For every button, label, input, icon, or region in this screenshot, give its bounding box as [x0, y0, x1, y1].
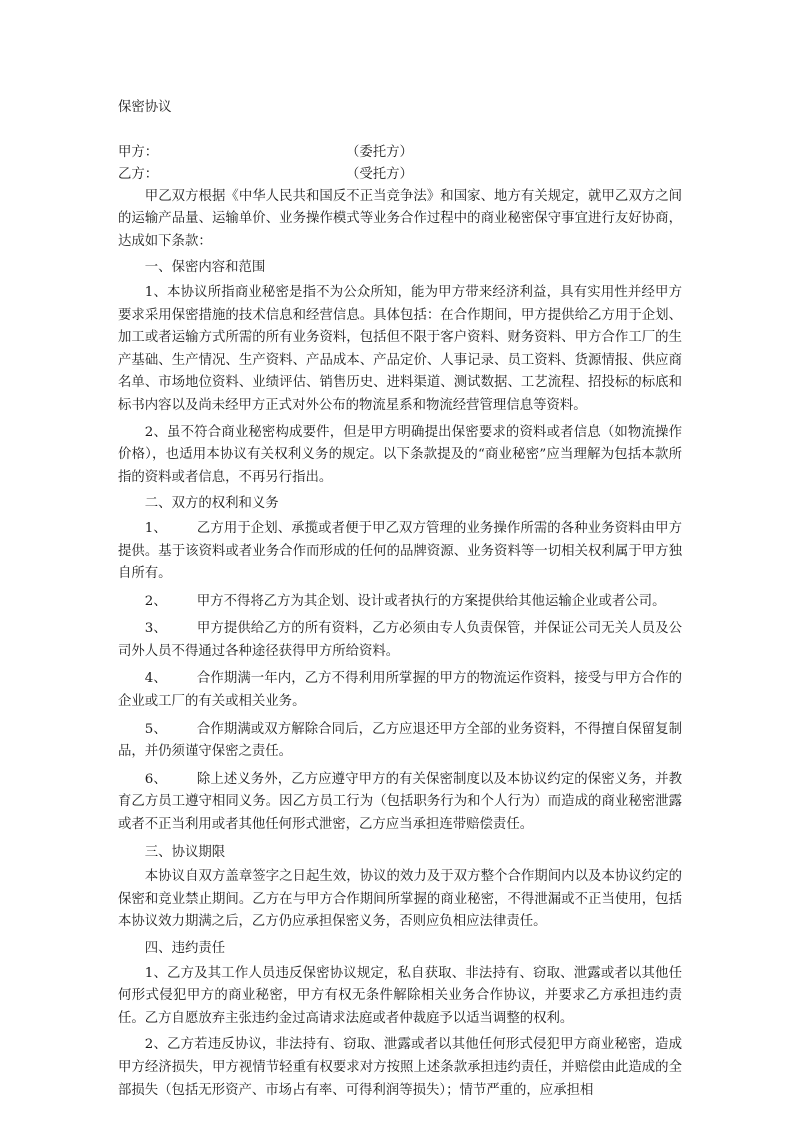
clause-text: 甲方不得将乙方为其企划、设计或者执行的方案提供给其他运输企业或者公司。	[196, 593, 666, 609]
section-2-clause-3	[118, 618, 682, 663]
section-2-clause-1	[118, 518, 682, 586]
party-a-role: （委托方）	[346, 144, 413, 160]
clause-number: 5、	[144, 721, 167, 737]
clause-number: 1、	[144, 520, 167, 536]
clause-number: 6、	[144, 771, 167, 787]
party-b-label: 乙方：	[118, 166, 159, 182]
clause-text: 乙方用于企划、承揽或者便于甲乙双方管理的业务操作所需的各种业务资料由甲方提供。基于该资料或者业务合作而形成的任何的品牌资源、业务资料等一切相关权利属于甲方独自所有。	[118, 520, 682, 582]
clause-number: 3、	[144, 621, 167, 637]
intro-paragraph: 甲乙双方根据《中华人民共和国反不正当竞争法》和国家、地方有关规定，就甲乙双方之间的运输产品量、运输单价、业务操作模式等业务合作过程中的商业秘密保守事宜进行友好协商，达成如下条款：	[118, 188, 682, 249]
section-2-clause-2	[118, 591, 682, 614]
section-2-clause-5	[118, 719, 682, 764]
clause-number: 2、	[144, 593, 167, 609]
document-title: 保密协议	[118, 100, 172, 115]
party-b-row	[118, 164, 682, 186]
document-body	[118, 97, 682, 1106]
section-1-paragraph-2: 2、虽不符合商业秘密构成要件，但是甲方明确提出保密要求的资料或者信息（如物流操作价格），也适用本协议有关权利义务的规定。以下条款提及的“商业秘密”应当理解为包括本款所指的资料或者信息，不再另行指出。	[118, 424, 682, 485]
section-heading-3: 三、协议期限	[144, 844, 226, 860]
section-4-paragraph-1: 1、乙方及其工作人员违反保密协议规定，私自获取、非法持有、窃取、泄露或者以其他任何形式侵犯甲方的商业秘密，甲方有权无条件解除相关业务合作协议，并要求乙方承担违约责任。乙方自愿放弃主张违约金过高请求法庭或者仲裁庭予以适当调整的权利。	[118, 965, 682, 1026]
clause-text: 甲方提供给乙方的所有资料，乙方必须由专人负责保管，并保证公司无关人员及公司外人员不得通过各种途径获得甲方所给资料。	[118, 621, 682, 659]
section-4-paragraph-2: 2、乙方若违反协议，非法持有、窃取、泄露或者以其他任何形式侵犯甲方商业秘密，造成甲方经济损失，甲方视情节轻重有权要求对方按照上述条款承担违约责任，并赔偿由此造成的全部损失（包括无形资产、市场占有率、可得利润等损失）；情节严重的，应承担相	[118, 1037, 682, 1098]
section-1-paragraph-1: 1、本协议所指商业秘密是指不为公众所知，能为甲方带来经济利益，具有实用性并经甲方要求采用保密措施的技术信息和经营信息。具体包括：在合作期间，甲方提供给乙方用于企划、加工或者运输方式所需的所有业务资料，包括但不限于客户资料、财务资料、甲方合作工厂的生产基础、生产情况、生产资料、产品成本、产品定价、人事记录、员工资料、货源情报、供应商名单、市场地位资料、业绩评估、销售历史、进料渠道、测试数据、工艺流程、招投标的标底和标书内容以及尚未经甲方正式对外公布的物流星系和物流经营管理信息等资料。	[118, 284, 682, 413]
clause-text: 除上述义务外，乙方应遵守甲方的有关保密制度以及本协议约定的保密义务，并教育乙方员工遵守相同义务。因乙方员工行为（包括职务行为和个人行为）而造成的商业秘密泄露或者不正当利用或者其他任何形式泄密，乙方应当承担连带赔偿责任。	[118, 771, 682, 833]
section-3-paragraph-1: 本协议自双方盖章签字之日起生效，协议的效力及于双方整个合作期间内以及本协议约定的保密和竞业禁止期间。乙方在与甲方合作期间所掌握的商业秘密，不得泄漏或不正当使用，包括本协议效力期满之后，乙方仍应承担保密义务，否则应负相应法律责任。	[118, 869, 682, 930]
section-heading-4: 四、违约责任	[144, 941, 226, 956]
party-a-label: 甲方：	[118, 144, 159, 160]
section-heading-1: 一、保密内容和范围	[144, 260, 266, 276]
clause-text: 合作期满一年内，乙方不得利用所掌握的甲方的物流运作资料，接受与甲方合作的企业或工厂的有关或相关业务。	[118, 671, 682, 710]
section-2-clause-4	[118, 668, 682, 713]
clause-text: 合作期满或双方解除合同后，乙方应退还甲方全部的业务资料，不得擅自保留复制品，并仍须谨守保密之责任。	[118, 721, 682, 760]
party-a-row	[118, 142, 682, 164]
party-b-role: （受托方）	[346, 166, 413, 182]
section-2-clause-6	[118, 769, 682, 837]
clause-number: 4、	[144, 671, 167, 687]
section-heading-2: 二、双方的权利和义务	[144, 496, 279, 512]
